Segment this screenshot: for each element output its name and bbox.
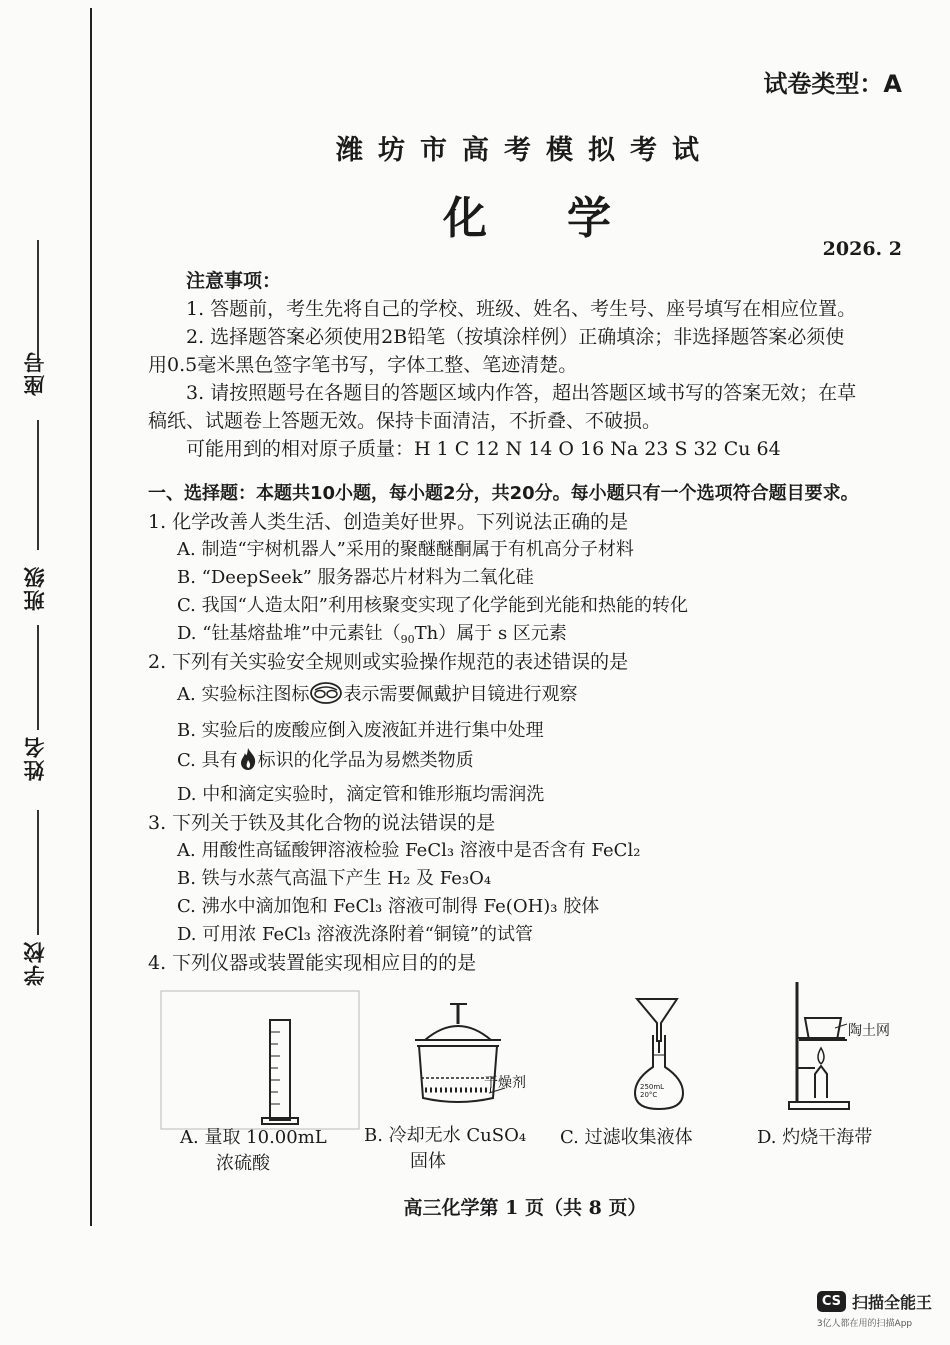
q4-a-line2: 浓硫酸 xyxy=(216,1153,270,1174)
flask-temp: 20°C xyxy=(640,1091,658,1099)
goggles-icon xyxy=(309,681,343,710)
q2-c-text: C. 具有 xyxy=(177,750,238,771)
q4-b-line1: B. 冷却无水 CuSO₄ xyxy=(364,1125,527,1146)
q4-b-line2: 固体 xyxy=(410,1151,446,1172)
clay-mesh-label: 陶土网 xyxy=(848,1023,890,1039)
q1-option-d xyxy=(177,619,567,646)
exam-date: 2026. 2 xyxy=(822,238,902,260)
q1-stem: 1. 化学改善人类生活、创造美好世界。下列说法正确的是 xyxy=(148,511,629,533)
subject-title: 化学 xyxy=(443,193,691,244)
brand-tagline: 3亿人都在用的扫描App xyxy=(816,1319,913,1329)
notice-item-3a: 3. 请按照题号在各题目的答题区域内作答，超出答题区域书写的答案无效；在草 xyxy=(186,382,857,404)
q1-option-b: B. “DeepSeek” 服务器芯片材料为二氧化硅 xyxy=(177,567,534,588)
flame-icon xyxy=(238,747,258,776)
q4-option-a xyxy=(180,1123,327,1175)
q2-option-d: D. 中和滴定实验时，滴定管和锥形瓶均需润洗 xyxy=(177,784,545,805)
brand-name: 扫描全能王 xyxy=(851,1293,932,1312)
desiccant-label: 干燥剂 xyxy=(484,1075,526,1091)
q2-a-text: A. 实验标注图标 xyxy=(177,684,310,705)
atomic-mass: 可能用到的相对原子质量：H 1 C 12 N 14 O 16 Na 23 S 32 Cu 64 xyxy=(186,438,781,460)
q3-option-b: B. 铁与水蒸气高温下产生 H₂ 及 Fe₃O₄ xyxy=(177,868,492,889)
exam-title: 潍坊市高考模拟考试 xyxy=(336,135,714,166)
school-label: 学校 xyxy=(22,940,47,986)
school-rule xyxy=(37,810,39,935)
notice-item-3b: 稿纸、试题卷上答题无效。保持卡面清洁，不折叠、不破损。 xyxy=(148,410,662,432)
notice-heading: 注意事项： xyxy=(186,270,282,292)
class-label: 班级 xyxy=(22,565,47,611)
q3-option-a: A. 用酸性高锰酸钾溶液检验 FeCl₃ 溶液中是否含有 FeCl₂ xyxy=(177,840,641,861)
q4-a-line1: A. 量取 10.00mL xyxy=(180,1127,327,1148)
ring-stand-figure xyxy=(775,978,885,1113)
flask-volume: 250mL xyxy=(640,1083,665,1091)
seat-label: 座号 xyxy=(22,350,47,396)
atomic-number: 90 xyxy=(400,633,415,646)
q2-option-c xyxy=(177,746,474,776)
class-rule xyxy=(37,420,39,550)
q2-c-text-2: 标识的化学品为易燃类物质 xyxy=(257,750,474,771)
q4-option-c: C. 过滤收集液体 xyxy=(560,1127,693,1148)
q2-stem: 2. 下列有关实验安全规则或实验操作规范的表述错误的是 xyxy=(148,651,629,673)
desiccator-figure xyxy=(405,1000,545,1115)
seat-rule xyxy=(37,240,39,360)
binding-line xyxy=(90,8,92,1226)
section-heading: 一、选择题：本题共10小题，每小题2分，共20分。每小题只有一个选项符合题目要求。 xyxy=(148,483,859,504)
name-label: 姓名 xyxy=(22,735,47,781)
q4-stem: 4. 下列仪器或装置能实现相应目的的是 xyxy=(148,952,477,974)
q2-a-text-2: 表示需要佩戴护目镜进行观察 xyxy=(343,684,578,705)
q1-option-c: C. 我国“人造太阳”利用核聚变实现了化学能到光能和热能的转化 xyxy=(177,595,688,616)
notice-item-2b: 用0.5毫米黑色签字笔书写，字体工整、笔迹清楚。 xyxy=(148,354,578,376)
graduated-cylinder-figure xyxy=(160,990,360,1130)
q3-stem: 3. 下列关于铁及其化合物的说法错误的是 xyxy=(148,812,496,834)
q2-option-b: B. 实验后的废酸应倒入废液缸并进行集中处理 xyxy=(177,720,544,741)
q1-option-a: A. 制造“宇树机器人”采用的聚醚醚酮属于有机高分子材料 xyxy=(177,539,634,560)
q3-option-c: C. 沸水中滴加饱和 FeCl₃ 溶液可制得 Fe(OH)₃ 胶体 xyxy=(177,896,600,917)
q1-d-text: D. “钍基熔盐堆”中元素钍（ xyxy=(177,623,401,644)
q4-option-d: D. 灼烧干海带 xyxy=(757,1127,873,1148)
q3-option-d: D. 可用浓 FeCl₃ 溶液洗涤附着“铜镜”的试管 xyxy=(177,924,533,945)
page-footer: 高三化学第 1 页（共 8 页） xyxy=(403,1197,647,1219)
q2-option-a xyxy=(177,680,577,710)
flask-label xyxy=(640,1083,664,1099)
scanner-watermark xyxy=(817,1290,932,1329)
name-rule xyxy=(37,625,39,730)
notice-item-1: 1. 答题前，考生先将自己的学校、班级、姓名、考生号、座号填写在相应位置。 xyxy=(186,298,857,320)
q1-d-text-2: Th）属于 s 区元素 xyxy=(414,623,567,644)
q4-option-b xyxy=(364,1121,526,1173)
notice-item-2a: 2. 选择题答案必须使用2B铅笔（按填涂样例）正确填涂；非选择题答案必须使 xyxy=(186,326,845,348)
filtration-flask-figure xyxy=(625,995,705,1115)
cs-logo-icon: CS xyxy=(817,1291,846,1312)
paper-type: 试卷类型：A xyxy=(763,70,902,98)
